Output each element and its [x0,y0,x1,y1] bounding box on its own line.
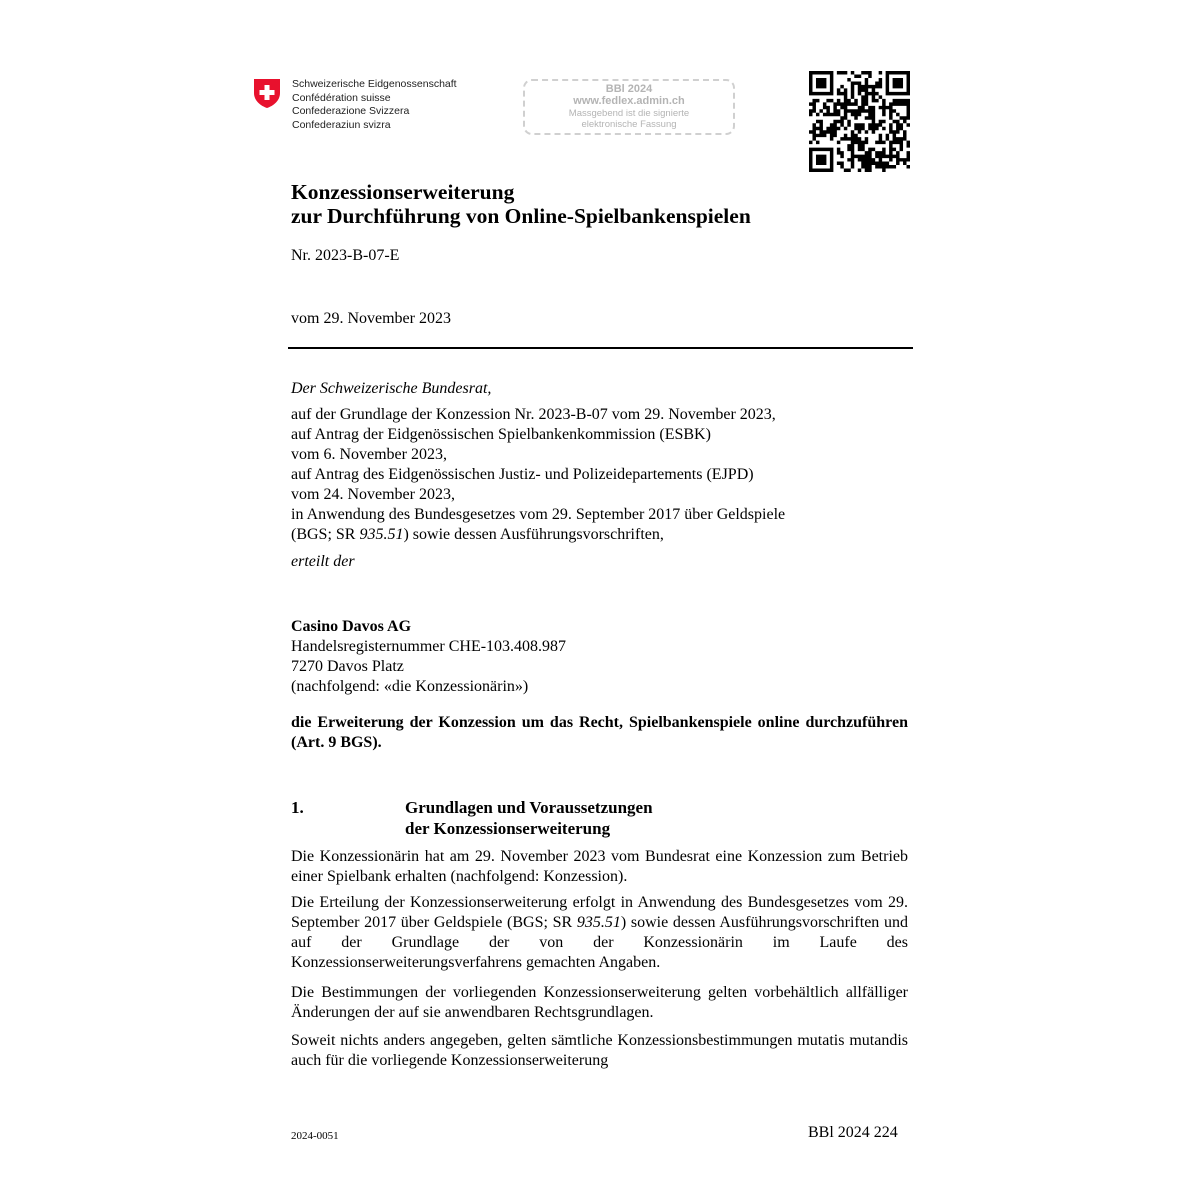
section-heading-line-2: der Konzessionserweiterung [405,819,611,838]
sr-reference: 935.51 [576,914,621,931]
holder-address: 7270 Davos Platz [291,658,404,675]
title-line-1: Konzessionserweiterung [291,180,515,204]
paragraph: Soweit nichts anders angegeben, gelten sämtliche Konzessionsbestimmungen mutatis mutandis auch für die vorliegende Konzessionserweiterung [291,1032,908,1069]
stamp-publication: BBl 2024 [605,83,653,95]
stamp-note-1: Massgebend ist die signierte [568,108,690,119]
preamble-line: vom 24. November 2023, [291,486,455,503]
preamble-last-pre: (BGS; SR [291,526,360,543]
preamble-line: auf der Grundlage der Konzession Nr. 2023-B-07 vom 29. November 2023, [291,406,776,423]
paragraph [291,893,908,973]
section-heading-line-1: Grundlagen und Voraussetzungen [405,798,653,817]
erteilt-der: erteilt der [291,553,355,570]
qr-code-icon [809,71,910,172]
document-title [291,180,751,228]
paragraph-text: Die Erteilung der Konzessionserweiterung erfolgt in Anwendung des Bundesgesetzes vom 29. September 2017 über Geldspiele (BGS; SR [291,894,908,931]
holder-alias: (nachfolgend: «die Konzessionärin») [291,678,529,695]
sr-reference: 935.51 [359,526,404,543]
holder-register: Handelsregisternummer CHE-103.408.987 [291,638,567,655]
agency-line-it: Confederazione Svizzera [292,105,410,117]
title-line-2: zur Durchführung von Online-Spielbankenspielen [291,204,751,228]
holder-name: Casino Davos AG [291,618,412,635]
preamble-line-last [291,525,785,545]
concession-holder [291,617,566,697]
agency-line-fr: Confédération suisse [292,91,391,104]
qr-code-modules [809,71,910,172]
footer-reference: BBl 2024 224 [808,1124,898,1141]
paragraph-text: ) sowie dessen Ausführungsvorschriften und auf der Grundlage der von der Konzessionärin im Laufe des Konzessionserweiterungsverfahrens gemachten Angaben. [291,914,908,971]
section-heading [405,797,653,839]
agency-line-rm: Confederaziun svizra [292,118,391,131]
stamp-url[interactable]: www.fedlex.admin.ch [573,95,685,107]
footer-doc-id: 2024-0051 [291,1130,339,1142]
agency-name [292,78,457,132]
paragraph: Die Konzessionärin hat am 29. November 2023 vom Bundesrat eine Konzession zum Betrieb einer Spielbank erhalten (nachfolgend: Konzession). [291,848,908,885]
title-divider [288,347,913,349]
publication-stamp [523,79,735,135]
document-number: Nr. 2023-B-07-E [291,247,400,264]
section-number: 1. [291,798,304,817]
stamp-note-2: elektronische Fassung [581,119,677,130]
preamble-line: in Anwendung des Bundesgesetzes vom 29. September 2017 über Geldspiele [291,506,786,523]
preamble-intro: Der Schweizerische Bundesrat, [291,380,492,397]
preamble [291,405,785,545]
agency-line-de: Schweizerische Eidgenossenschaft [292,78,457,90]
preamble-last-post: ) sowie dessen Ausführungsvorschriften, [403,526,664,543]
preamble-line: vom 6. November 2023, [291,446,447,463]
paragraph: Die Bestimmungen der vorliegenden Konzessionserweiterung gelten vorbehältlich allfälliger Änderungen der auf sie anwendbaren Rechtsgrundlagen. [291,984,908,1021]
preamble-line: auf Antrag des Eidgenössischen Justiz- und Polizeidepartements (EJPD) [291,466,754,483]
preamble-line: auf Antrag der Eidgenössischen Spielbankenkommission (ESBK) [291,426,711,443]
document-date: vom 29. November 2023 [291,310,451,327]
grant-statement: die Erweiterung der Konzession um das Recht, Spielbankenspiele online durchzuführen (Art. 9 BGS). [291,714,908,751]
swiss-coat-of-arms-icon [253,78,281,109]
